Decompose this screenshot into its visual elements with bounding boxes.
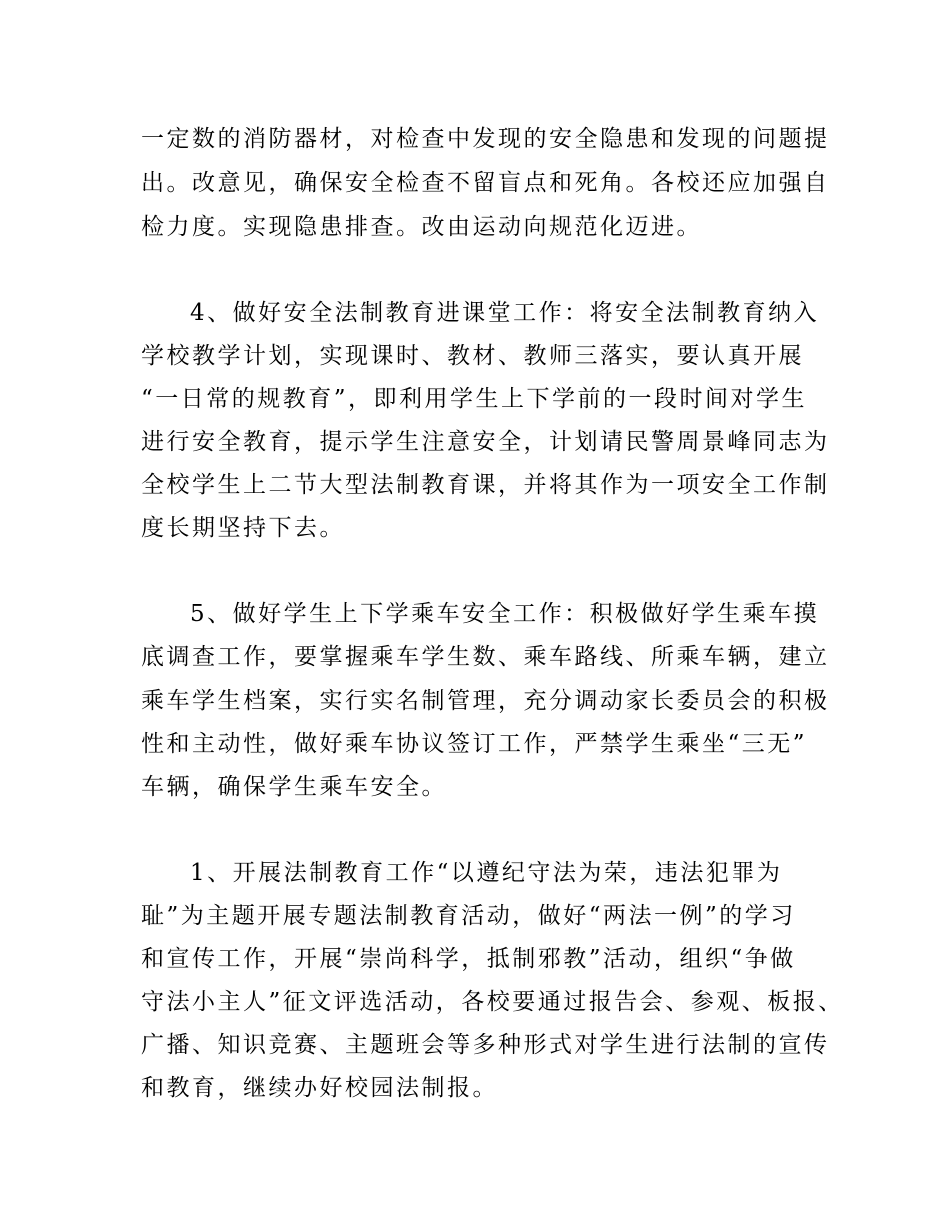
paragraph-1-line-1: 一定数的消防器材，对检查中发现的安全隐患和发现的问题提 [141, 126, 830, 152]
paragraph-1-line-3: 检力度。实现隐患排查。改由运动向规范化迈进。 [141, 214, 702, 240]
paragraph-2-line-1: 4、做好安全法制教育进课堂工作：将安全法制教育纳入 [190, 300, 820, 326]
paragraph-2-line-6: 度长期坚持下去。 [141, 515, 345, 541]
paragraph-2-line-4: 进行安全教育，提示学生注意安全，计划请民警周景峰同志为 [141, 429, 830, 455]
paragraph-2-line-3: “一日常的规教育”，即利用学生上下学前的一段时间对学生 [141, 386, 808, 412]
paragraph-4-line-5: 广播、知识竞赛、主题班会等多种形式对学生进行法制的宣传 [141, 1032, 830, 1058]
paragraph-3-line-1: 5、做好学生上下学乘车安全工作：积极做好学生乘车摸 [190, 601, 820, 627]
paragraph-1-line-2: 出。改意见，确保安全检查不留盲点和死角。各校还应加强自 [141, 170, 830, 196]
paragraph-3-line-2: 底调查工作，要掌握乘车学生数、乘车路线、所乘车辆，建立 [141, 644, 830, 670]
paragraph-3-line-5: 车辆，确保学生乘车安全。 [141, 774, 447, 800]
paragraph-3-line-4: 性和主动性，做好乘车协议签订工作，严禁学生乘坐“三无” [141, 731, 808, 757]
paragraph-2-line-5: 全校学生上二节大型法制教育课，并将其作为一项安全工作制 [141, 472, 830, 498]
paragraph-4-line-2: 耻”为主题开展专题法制教育活动，做好“两法一例”的学习 [141, 903, 796, 929]
paragraph-4-line-3: 和宣传工作，开展“崇尚科学，抵制邪教”活动，组织“争做 [141, 946, 796, 972]
paragraph-4-line-4: 守法小主人”征文评选活动，各校要通过报告会、参观、板报、 [141, 989, 844, 1015]
paragraph-3-line-3: 乘车学生档案，实行实名制管理，充分调动家长委员会的积极 [141, 688, 830, 714]
paragraph-2-line-2: 学校教学计划，实现课时、教材、教师三落实，要认真开展 [141, 343, 804, 369]
paragraph-4-line-1: 1、开展法制教育工作“以遵纪守法为荣，违法犯罪为 [190, 860, 783, 886]
paragraph-4-line-6: 和教育，继续办好校园法制报。 [141, 1075, 498, 1101]
